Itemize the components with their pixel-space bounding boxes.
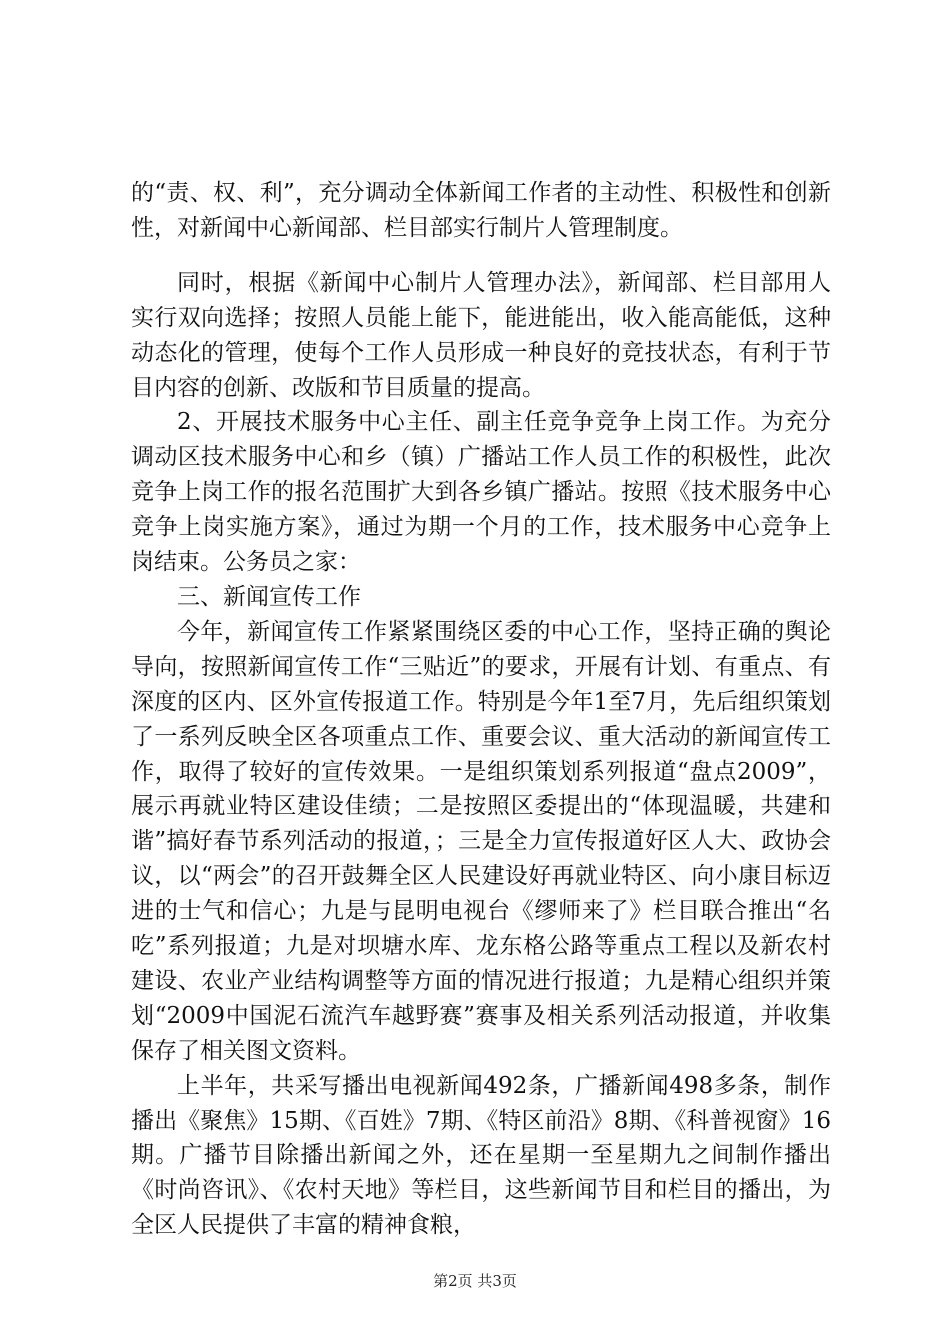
- document-body: [131, 176, 831, 1243]
- paragraph-producer-system: 同时，根据《新闻中心制片人管理办法》，新闻部、栏目部用人实行双向选择；按照人员能上能下，能进能出，收入能高能低，这种动态化的管理，使每个工作人员形成一种良好的竞技状态，有利于节目内容的创新、改版和节目质量的提高。: [131, 269, 831, 401]
- page-footer: 第2页 共3页: [433, 1272, 517, 1290]
- paragraph-first-half-stats: 上半年，共采写播出电视新闻492条，广播新闻498多条，制作播出《聚焦》15期、《百姓》7期、《特区前沿》8期、《科普视窗》16期。广播节目除播出新闻之外，还在星期一至星期九之间制作播出《时尚咨讯》、《农村天地》等栏目，这些新闻节目和栏目的播出，为全区人民提供了丰富的精神食粮，: [131, 1072, 831, 1239]
- paragraph-news-work: 今年，新闻宣传工作紧紧围绕区委的中心工作，坚持正确的舆论导向，按照新闻宣传工作“三贴近”的要求，开展有计划、有重点、有深度的区内、区外宣传报道工作。特别是今年1至7月，先后组织策划了一系列反映全区各项重点工作、重要会议、重大活动的新闻宣传工作，取得了较好的宣传效果。一是组织策划系列报道“盘点2009”，展示再就业特区建设佳绩；二是按照区委提出的“体现温暖，共建和谐”搞好春节系列活动的报道，；三是全力宣传报道好区人大、政协会议，以“两会”的召开鼓舞全区人民建设好再就业特区、向小康目标迈进的士气和信心；九是与昆明电视台《缪师来了》栏目联合推出“名吃”系列报道；九是对坝塘水库、龙东格公路等重点工程以及新农村建设、农业产业结构调整等方面的情况进行报道；九是精心组织并策划“2009中国泥石流汽车越野赛”赛事及相关系列活动报道，并收集保存了相关图文资料。: [131, 618, 831, 1064]
- paragraph-tech-service-competition: 2、开展技术服务中心主任、副主任竞争竞争上岗工作。为充分调动区技术服务中心和乡（镇）广播站工作人员工作的积极性，此次竞争上岗工作的报名范围扩大到各乡镇广播站。按照《技术服务中心竞争上岗实施方案》，通过为期一个月的工作，技术服务中心竞争上岗结束。公务员之家：: [131, 409, 831, 576]
- section-heading-news-propaganda: 三、新闻宣传工作: [177, 583, 361, 610]
- paragraph-continuation: 的“责、权、利”，充分调动全体新闻工作者的主动性、积极性和创新性，对新闻中心新闻部、栏目部实行制片人管理制度。: [131, 180, 831, 241]
